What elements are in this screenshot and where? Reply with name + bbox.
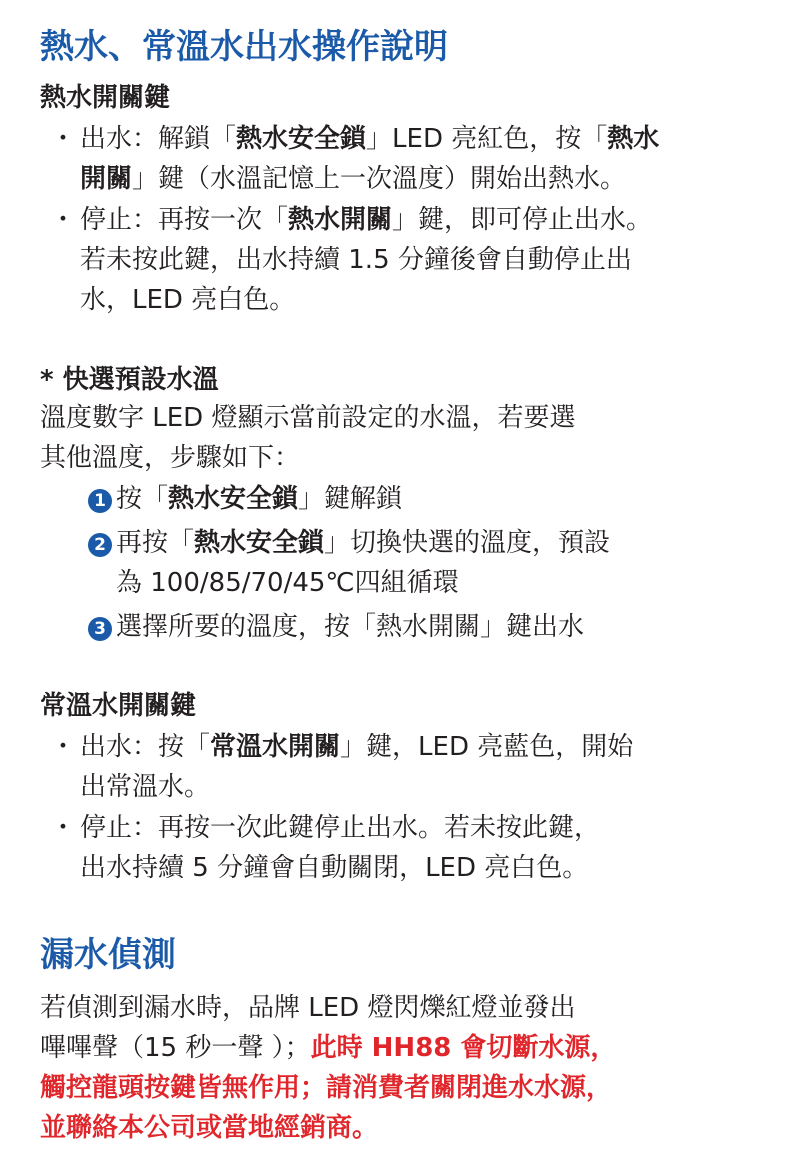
leak-line-3: 觸控龍頭按鍵皆無作用；請消費者關閉進水水源， xyxy=(40,1073,613,1103)
room-switch-heading: 常溫水開關鍵 xyxy=(40,691,197,721)
preset-heading: * 快選預設水溫 xyxy=(40,365,219,395)
room-stop-line-2: 出水持續 5 分鐘會自動關閉，LED 亮白色。 xyxy=(80,853,589,883)
bullet-room-2: ・ xyxy=(50,813,77,843)
bullet-hot-1: ・ xyxy=(50,124,77,154)
leak-line-4: 並聯絡本公司或當地經銷商。 xyxy=(40,1113,379,1143)
bullet-room-1: ・ xyxy=(50,732,77,762)
hot-stop-line-1: 停止：再按一次「熱水開關」鍵，即可停止出水。 xyxy=(80,205,653,235)
leak-detection-title: 漏水偵測 xyxy=(40,935,176,975)
room-out-line-1: 出水：按「常溫水開關」鍵，LED 亮藍色，開始 xyxy=(80,732,634,762)
preset-step-1: 1 按「熱水安全鎖」鍵解鎖 xyxy=(88,486,402,513)
step-1-number-icon: 1 xyxy=(88,489,112,513)
hot-stop-line-3: 水，LED 亮白色。 xyxy=(80,285,296,315)
hot-switch-heading: 熱水開關鍵 xyxy=(40,83,171,113)
preset-step-2: 2 再按「熱水安全鎖」切換快選的溫度，預設 xyxy=(88,530,610,557)
step-3-number-icon: 3 xyxy=(88,617,112,641)
page-title: 熱水、常溫水出水操作說明 xyxy=(40,27,448,67)
bullet-hot-2: ・ xyxy=(50,205,77,235)
hot-out-line-2: 開關」鍵（水溫記憶上一次溫度）開始出熱水。 xyxy=(80,164,627,194)
hot-out-line-1: 出水：解鎖「熱水安全鎖」LED 亮紅色，按「熱水 xyxy=(80,124,660,154)
preset-para-line-1: 溫度數字 LED 燈顯示當前設定的水溫，若要選 xyxy=(40,403,576,433)
leak-line-2: 嗶嗶聲（15 秒一聲 ）；此時 HH88 會切斷水源， xyxy=(40,1033,617,1063)
preset-step-2-line-2: 為 100/85/70/45℃四組循環 xyxy=(116,568,459,598)
room-out-line-2: 出常溫水。 xyxy=(80,772,211,802)
hot-stop-line-2: 若未按此鍵，出水持續 1.5 分鐘後會自動停止出 xyxy=(80,245,632,275)
step-2-number-icon: 2 xyxy=(88,533,112,557)
preset-para-line-2: 其他溫度，步驟如下： xyxy=(40,443,301,473)
preset-step-3: 3 選擇所要的溫度，按「熱水開關」鍵出水 xyxy=(88,614,584,641)
room-stop-line-1: 停止：再按一次此鍵停止出水。若未按此鍵， xyxy=(80,813,601,843)
leak-warning-text: 此時 HH88 會切斷水源， xyxy=(310,1033,617,1063)
leak-line-1: 若偵測到漏水時，品牌 LED 燈閃爍紅燈並發出 xyxy=(40,993,576,1023)
